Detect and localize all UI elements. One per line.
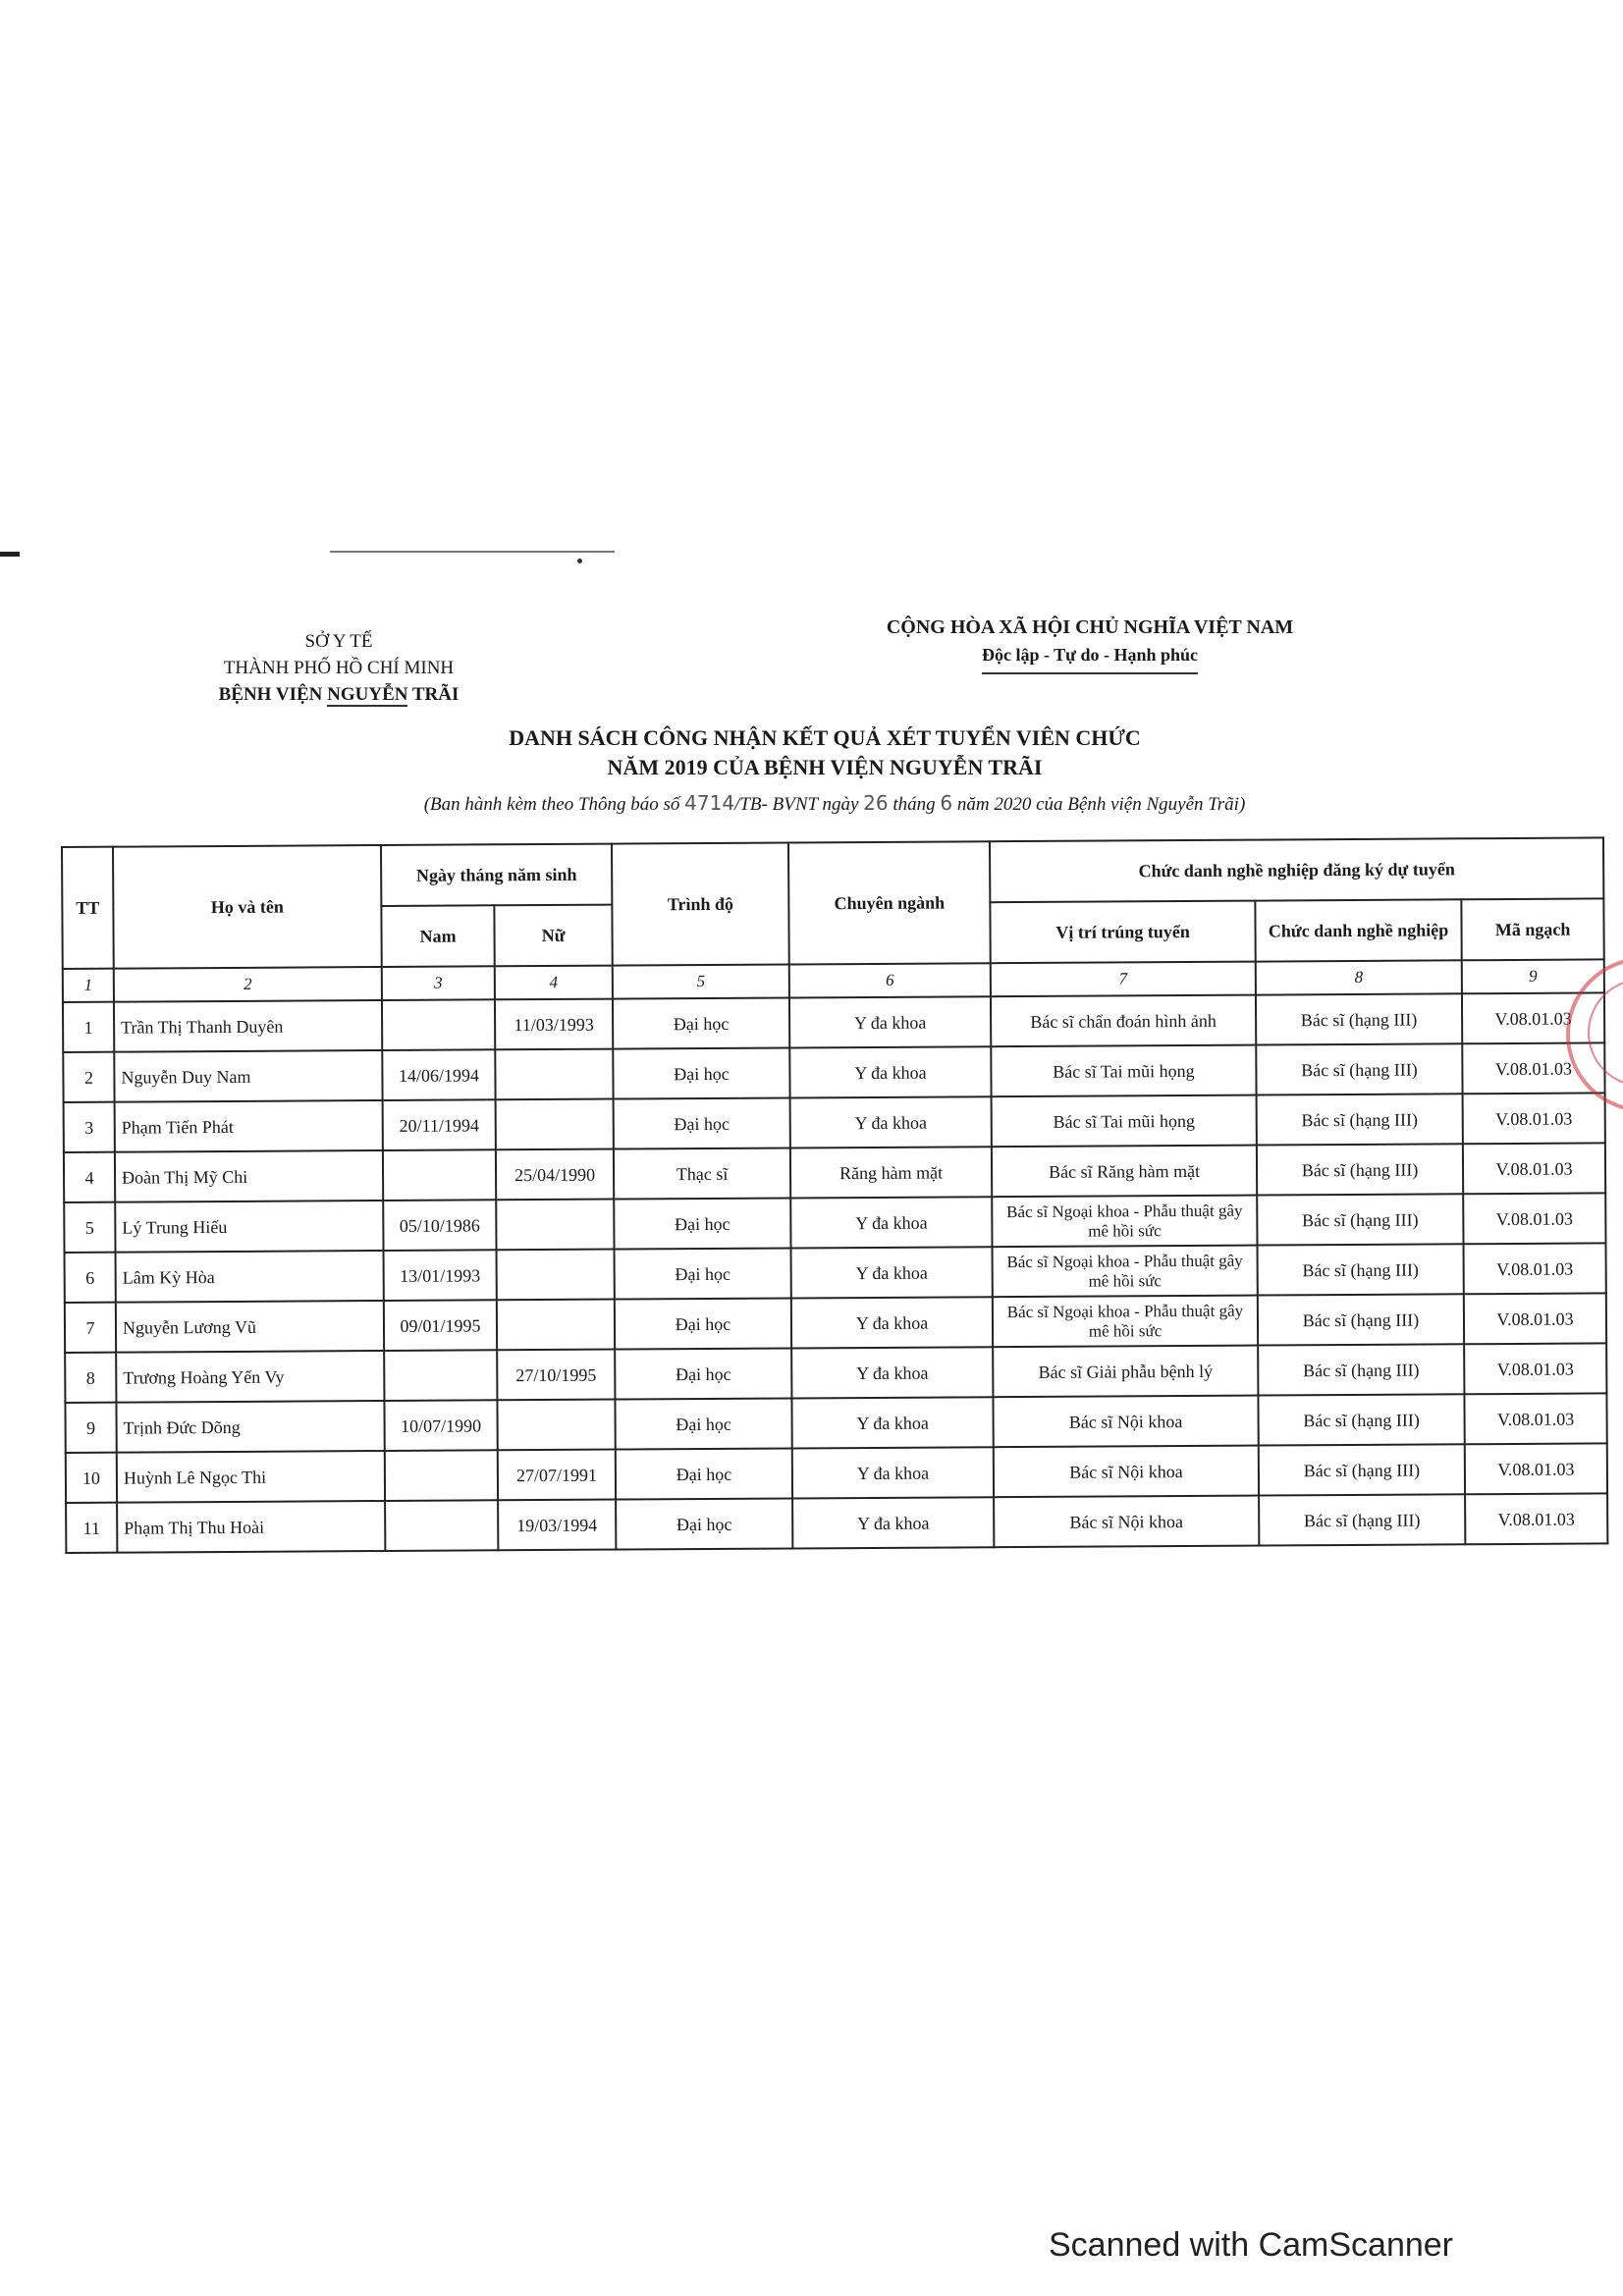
handwritten-month: 6 xyxy=(940,791,953,815)
cell-position: Bác sĩ Ngoại khoa - Phẫu thuật gây mê hồi sức xyxy=(992,1196,1257,1248)
cell-tt: 10 xyxy=(66,1453,117,1503)
cell-title: Bác sĩ (hạng III) xyxy=(1258,1394,1464,1445)
cell-name: Lâm Kỳ Hòa xyxy=(116,1251,384,1303)
cell-code: V.08.01.03 xyxy=(1464,1393,1606,1444)
cell-title: Bác sĩ (hạng III) xyxy=(1258,1294,1464,1345)
national-motto: Độc lập - Tự do - Hạnh phúc xyxy=(982,641,1198,674)
agency-dept: SỞ Y TẾ xyxy=(304,631,373,652)
cell-female: 27/07/1991 xyxy=(498,1450,616,1501)
cell-position: Bác sĩ Ngoại khoa - Phẫu thuật gây mê hồi sức xyxy=(993,1296,1258,1348)
cell-major: Y đa khoa xyxy=(791,1247,993,1298)
cell-female xyxy=(495,1049,613,1100)
cell-male xyxy=(383,1149,496,1201)
cell-tt: 2 xyxy=(63,1052,114,1102)
cell-position: Bác sĩ Nội khoa xyxy=(994,1446,1259,1498)
results-table xyxy=(61,836,1608,1554)
cell-major: Y đa khoa xyxy=(792,1447,994,1498)
col-header-group: Chức danh nghề nghiệp đăng ký dự tuyển xyxy=(990,837,1603,902)
cell-tt: 5 xyxy=(64,1202,115,1253)
cell-level: Đại học xyxy=(613,997,789,1048)
table-row xyxy=(66,1493,1607,1553)
cell-female xyxy=(497,1300,615,1351)
cell-code: V.08.01.03 xyxy=(1465,1443,1607,1494)
col-header-position: Vị trí trúng tuyển xyxy=(990,901,1255,964)
cell-code: V.08.01.03 xyxy=(1464,1343,1606,1394)
cell-title: Bác sĩ (hạng III) xyxy=(1259,1494,1465,1545)
cell-name: Phạm Tiến Phát xyxy=(115,1100,383,1152)
cell-title: Bác sĩ (hạng III) xyxy=(1256,993,1462,1044)
cell-code: V.08.01.03 xyxy=(1463,1093,1605,1144)
scanner-watermark: Scanned with CamScanner xyxy=(1049,2226,1454,2264)
top-rule xyxy=(330,551,615,553)
cell-major: Y đa khoa xyxy=(791,1297,993,1348)
table-body xyxy=(63,992,1607,1553)
cell-name: Trương Hoàng Yến Vy xyxy=(116,1351,384,1403)
cell-male: 13/01/1993 xyxy=(384,1250,497,1301)
cell-male: 20/11/1994 xyxy=(383,1099,496,1150)
cell-level: Đại học xyxy=(614,1198,790,1249)
cell-major: Răng hàm mặt xyxy=(790,1147,992,1198)
cell-major: Y đa khoa xyxy=(789,996,991,1047)
cell-tt: 1 xyxy=(63,1002,114,1052)
country-name: CỘNG HÒA XÃ HỘI CHỦ NGHĨA VIỆT NAM xyxy=(886,616,1294,638)
cell-title: Bác sĩ (hạng III) xyxy=(1257,1194,1463,1245)
cell-male xyxy=(385,1500,498,1551)
handwritten-number: 4714 xyxy=(684,791,735,815)
col-header-major: Chuyên ngành xyxy=(788,841,991,964)
agency-hospital: BỆNH VIỆN NGUYỄN TRÃI xyxy=(218,684,460,705)
cell-title: Bác sĩ (hạng III) xyxy=(1259,1444,1465,1495)
cell-tt: 8 xyxy=(65,1353,116,1403)
cell-code: V.08.01.03 xyxy=(1463,1193,1605,1244)
cell-name: Nguyễn Duy Nam xyxy=(114,1050,382,1102)
document-title: DANH SÁCH CÔNG NHẬN KẾT QUẢ XÉT TUYỂN VIÊN CHỨC NĂM 2019 CỦA BỆNH VIỆN NGUYỄN TRÃI xyxy=(509,725,1141,779)
col-header-title: Chức danh nghề nghiệp xyxy=(1255,899,1461,961)
cell-code: V.08.01.03 xyxy=(1463,1143,1605,1194)
col-header-tt: TT xyxy=(62,847,114,969)
cell-tt: 11 xyxy=(66,1503,117,1553)
agency-header xyxy=(162,628,515,708)
national-header xyxy=(835,614,1345,674)
col-header-level: Trình độ xyxy=(612,842,789,965)
column-index-row: 1 2 3 4 5 6 7 8 9 xyxy=(63,959,1604,1002)
cell-position: Bác sĩ Ngoại khoa - Phẫu thuật gây mê hồi sức xyxy=(993,1246,1258,1298)
cell-position: Bác sĩ Nội khoa xyxy=(993,1396,1258,1448)
cell-level: Đại học xyxy=(615,1348,791,1399)
cell-title: Bác sĩ (hạng III) xyxy=(1257,1144,1463,1195)
cell-name: Huỳnh Lê Ngọc Thi xyxy=(117,1451,385,1503)
cell-name: Nguyễn Lương Vũ xyxy=(116,1301,384,1353)
cell-tt: 3 xyxy=(64,1102,115,1152)
cell-code: V.08.01.03 xyxy=(1462,992,1604,1043)
cell-level: Đại học xyxy=(616,1498,792,1549)
cell-position: Bác sĩ chẩn đoán hình ảnh xyxy=(991,995,1256,1047)
cell-position: Bác sĩ Tai mũi họng xyxy=(991,1045,1256,1097)
cell-level: Đại học xyxy=(615,1248,791,1299)
col-header-male: Nam xyxy=(381,905,494,967)
agency-city: THÀNH PHỐ HỒ CHÍ MINH xyxy=(223,658,455,678)
cell-name: Phạm Thị Thu Hoài xyxy=(117,1501,385,1553)
cell-level: Đại học xyxy=(615,1298,791,1349)
cell-position: Bác sĩ Nội khoa xyxy=(994,1496,1259,1548)
top-dot xyxy=(577,559,582,563)
cell-level: Đại học xyxy=(615,1398,791,1449)
handwritten-day: 26 xyxy=(863,791,889,815)
cell-level: Thạc sĩ xyxy=(614,1148,790,1199)
cell-title: Bác sĩ (hạng III) xyxy=(1258,1344,1464,1395)
cell-code: V.08.01.03 xyxy=(1462,1042,1604,1094)
cell-male: 05/10/1986 xyxy=(383,1200,496,1251)
cell-level: Đại học xyxy=(613,1047,789,1098)
col-header-female: Nữ xyxy=(494,905,612,967)
cell-female xyxy=(496,1200,614,1251)
cell-major: Y đa khoa xyxy=(790,1096,992,1148)
cell-tt: 4 xyxy=(64,1152,115,1202)
cell-male xyxy=(385,1450,498,1501)
cell-name: Trịnh Đức Dõng xyxy=(116,1401,384,1453)
cell-level: Đại học xyxy=(614,1097,790,1148)
cell-title: Bác sĩ (hạng III) xyxy=(1258,1244,1464,1295)
cell-position: Bác sĩ Tai mũi họng xyxy=(992,1095,1257,1148)
cell-male: 10/07/1990 xyxy=(384,1400,497,1451)
cell-tt: 9 xyxy=(65,1403,116,1453)
cell-female xyxy=(497,1250,615,1301)
cell-position: Bác sĩ Giải phẫu bệnh lý xyxy=(993,1346,1258,1398)
cell-major: Y đa khoa xyxy=(792,1497,994,1548)
cell-major: Y đa khoa xyxy=(789,1046,991,1097)
document-subtitle: (Ban hành kèm theo Thông báo số 4714/TB- BVNT ngày 26 tháng 6 năm 2020 của Bệnh viện Nguyễn Trãi) xyxy=(423,791,1246,815)
cell-female: 25/04/1990 xyxy=(496,1149,614,1201)
cell-male xyxy=(382,999,495,1050)
cell-tt: 6 xyxy=(65,1253,116,1303)
cell-female: 11/03/1993 xyxy=(495,999,613,1050)
cell-major: Y đa khoa xyxy=(791,1397,993,1448)
cell-code: V.08.01.03 xyxy=(1465,1493,1607,1544)
cell-position: Bác sĩ Răng hàm mặt xyxy=(992,1146,1257,1198)
cell-female: 27/10/1995 xyxy=(497,1350,615,1401)
cell-tt: 7 xyxy=(65,1303,116,1353)
cell-female xyxy=(496,1099,614,1150)
cell-name: Trần Thị Thanh Duyên xyxy=(114,1000,382,1052)
cell-male xyxy=(384,1350,497,1401)
cell-title: Bác sĩ (hạng III) xyxy=(1256,1043,1462,1095)
cell-code: V.08.01.03 xyxy=(1464,1243,1606,1294)
cell-male: 14/06/1994 xyxy=(382,1049,495,1100)
cell-female: 19/03/1994 xyxy=(498,1500,616,1551)
cell-major: Y đa khoa xyxy=(790,1197,992,1248)
col-header-dob: Ngày tháng năm sinh xyxy=(381,844,612,906)
col-header-name: Họ và tên xyxy=(113,845,382,969)
cell-male: 09/01/1995 xyxy=(384,1300,497,1351)
cell-name: Đoàn Thị Mỹ Chi xyxy=(115,1150,383,1202)
col-header-code: Mã ngạch xyxy=(1461,898,1603,960)
cell-title: Bác sĩ (hạng III) xyxy=(1257,1094,1463,1145)
cell-major: Y đa khoa xyxy=(791,1347,993,1398)
cell-female xyxy=(497,1400,615,1451)
cell-name: Lý Trung Hiếu xyxy=(115,1201,383,1253)
cell-level: Đại học xyxy=(616,1448,792,1499)
scan-edge-mark xyxy=(0,552,20,557)
cell-code: V.08.01.03 xyxy=(1464,1293,1606,1344)
